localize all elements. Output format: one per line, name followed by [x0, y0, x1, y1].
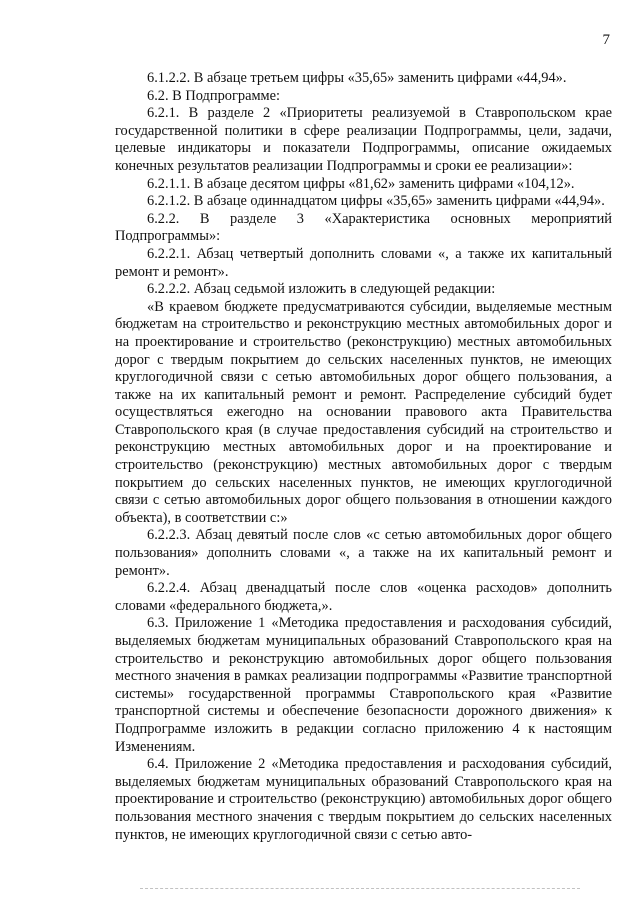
paragraph-6-2-2-4: 6.2.2.4. Абзац двенадцатый после слов «оценка расходов» дополнить словами «федерального бюджета,».	[115, 580, 612, 614]
paragraph-6-2-1-2: 6.2.1.2. В абзаце одиннадцатом цифры «35,65» заменить цифрами «44,94».	[147, 193, 605, 210]
scan-artifact-line	[140, 888, 580, 895]
paragraph-6-2-1-1: 6.2.1.1. В абзаце десятом цифры «81,62» заменить цифрами «104,12».	[147, 175, 575, 192]
paragraph-6-4: 6.4. Приложение 2 «Методика предоставления и расходования субсидий, выделяемых бюджетам муниципальных образований Ставропольского края на проектирование и строительство (реконструкцию) автомобильных дорог общего пользования местного значения с твердым покрытием до сельских населенных пунктов, не имеющих круглогодичной связи с сетью авто-	[115, 756, 612, 843]
page-number: 7	[602, 32, 610, 48]
paragraph-6-2: 6.2. В Подпрограмме:	[147, 87, 281, 104]
quoted-paragraph: «В краевом бюджете предусматриваются субсидии, выделяемые местным бюджетам на строительство и реконструкцию местных автомобильных дорог и на проектирование и строительство (реконструкцию) местных автомобильных дорог с твердым покрытием до сельских населенных пунктов, не имеющих круглогодичной связи с сетью автомобильных дорог общего пользования, а также на их капитальный ремонт и ремонт. Распределение субсидий будет осуществляться ежегодно на основании правового акта Правительства Ставропольского края (в случае предоставления субсидий на строительство и реконструкцию местных автомобильных дорог и на проектирование и строительство (реконструкцию) местных автомобильных дорог с твердым покрытием до сельских населенных пунктов, не имеющих круглогодичной связи с сетью автомобильных дорог общего пользования в отношении каждого объекта), в соответствии с:»	[115, 298, 612, 526]
paragraph-6-2-2-2: 6.2.2.2. Абзац седьмой изложить в следующей редакции:	[147, 281, 496, 298]
paragraph-6-2-2-1: 6.2.2.1. Абзац четвертый дополнить словами «, а также их капитальный ремонт и ремонт».	[115, 245, 612, 280]
paragraph-6-2-1: 6.2.1. В разделе 2 «Приоритеты реализуемой в Ставропольском крае государственной политики в сфере реализации Подпрограммы, цели, задачи, целевые индикаторы и показатели Подпрограммы, описание ожидаемых конечных результатов реализации Подпрограммы и сроки ее реализации»:	[115, 105, 612, 174]
paragraph-6-2-2: 6.2.2. В разделе 3 «Характеристика основных мероприятий Подпрограммы»:	[115, 210, 612, 245]
paragraph-6-1-2-2: 6.1.2.2. В абзаце третьем цифры «35,65» заменить цифрами «44,94».	[147, 70, 567, 86]
paragraph-6-2-2-3: 6.2.2.3. Абзац девятый после слов «с сетью автомобильных дорог общего пользования» дополнить словами «, а также на их капитальный ремонт и ремонт».	[115, 527, 612, 579]
paragraph-6-3: 6.3. Приложение 1 «Методика предоставления и расходования субсидий, выделяемых бюджетам муниципальных образований Ставропольского края на строительство и реконструкцию автомобильных дорог общего пользования местного значения в рамках реализации подпрограммы «Развитие транспортной системы» государственной программы Ставропольского края «Развитие транспортной системы и обеспечение безопасности дорожного движения» к Подпрограмме изложить в редакции согласно приложению 4 к настоящим Изменениям.	[115, 615, 612, 755]
document-body	[115, 70, 612, 844]
